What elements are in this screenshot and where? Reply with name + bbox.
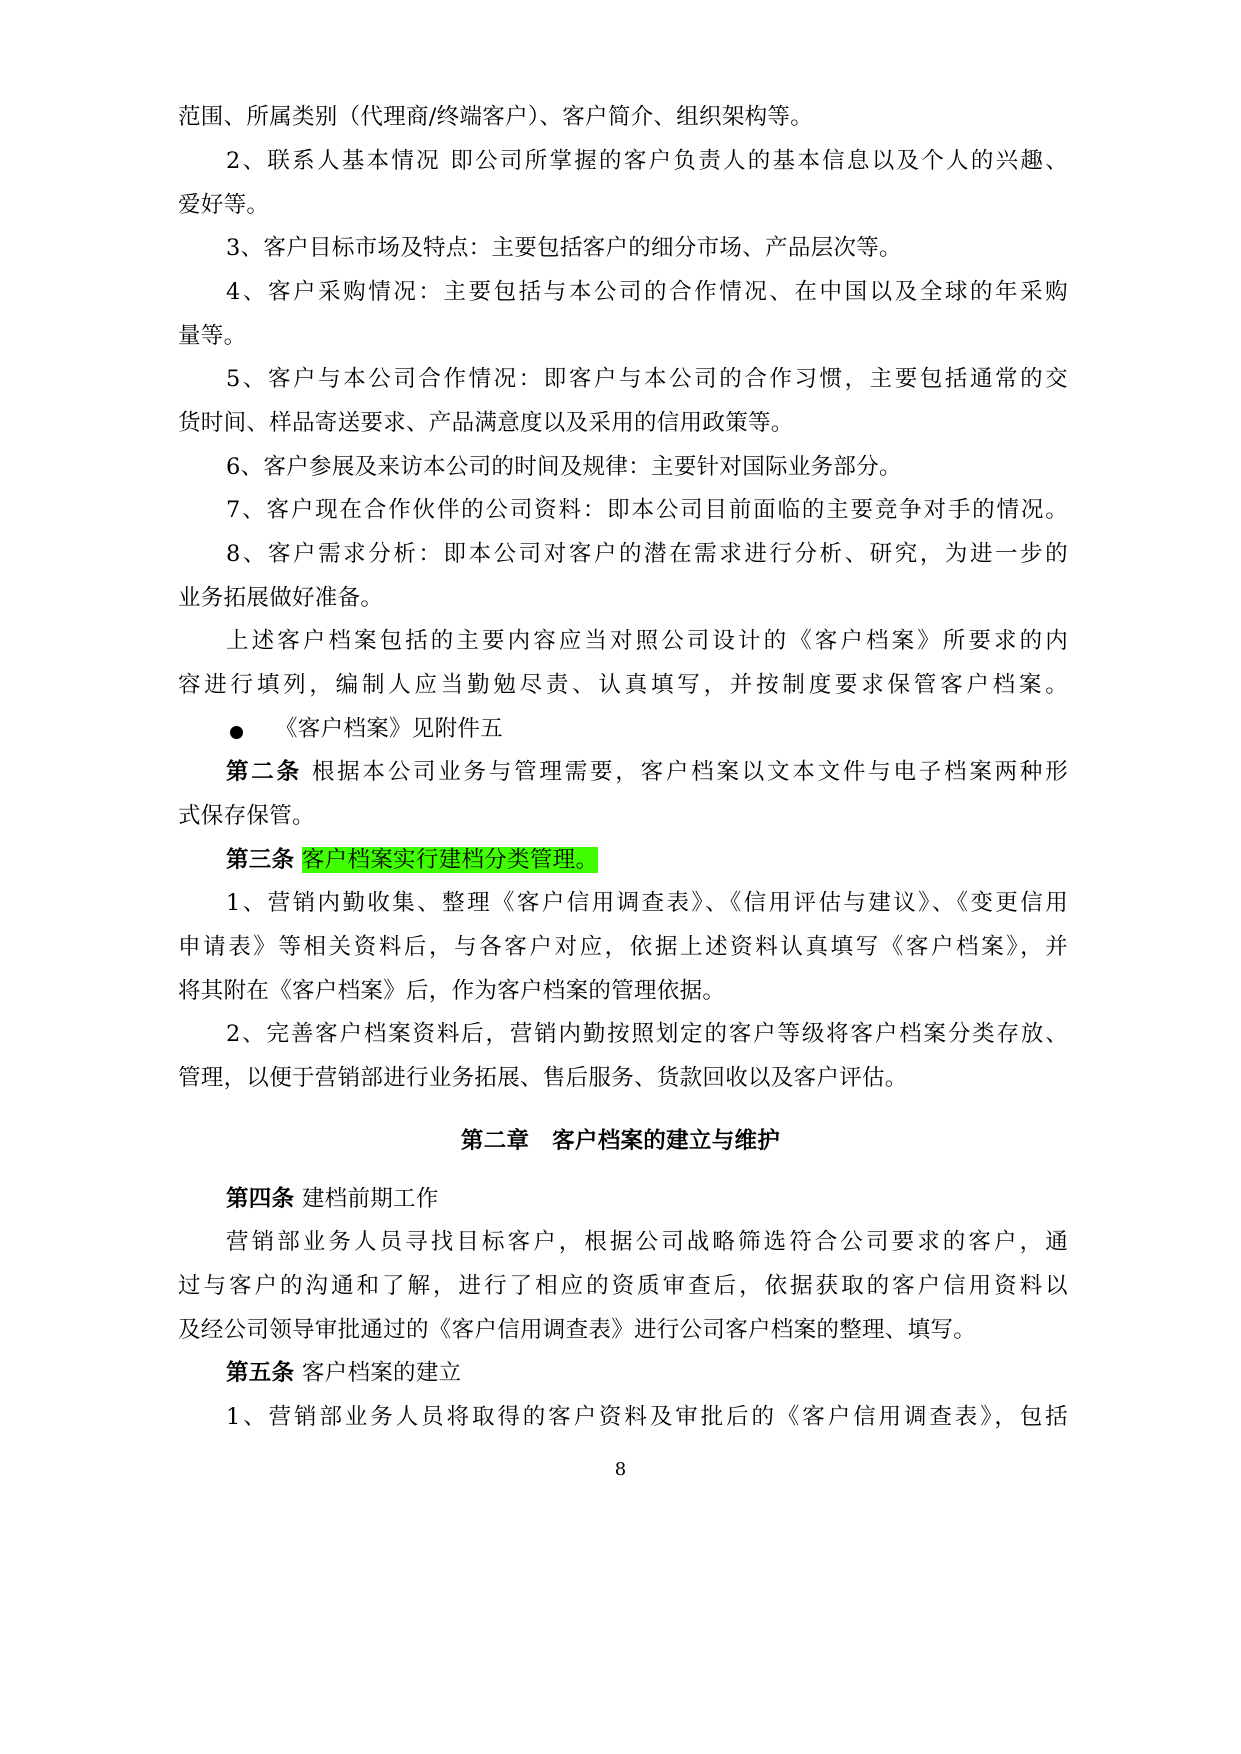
- text-line: 范围、所属类别（代理商/终端客户）、客户简介、组织架构等。: [178, 104, 814, 130]
- text-line: 5、客户与本公司合作情况：即客户与本公司的合作习惯，主要包括通常的交: [226, 366, 1068, 392]
- text-line: 上述客户档案包括的主要内容应当对照公司设计的《客户档案》所要求的内: [226, 628, 1068, 654]
- text-line: 7、客户现在合作伙伴的公司资料：即本公司目前面临的主要竞争对手的情况。: [226, 497, 1068, 523]
- article-2-line: [226, 756, 1068, 788]
- article-label: 第三条: [226, 847, 295, 873]
- article-text: 建档前期工作: [301, 1186, 439, 1212]
- text-line: 将其附在《客户档案》后，作为客户档案的管理依据。: [178, 978, 726, 1004]
- article-3-line: [226, 844, 1068, 876]
- article-text: 客户档案的建立: [301, 1360, 462, 1386]
- article-label: 第二条: [226, 759, 302, 785]
- page-number: 8: [614, 1459, 627, 1480]
- chapter-heading: 第二章 客户档案的建立与维护: [460, 1128, 781, 1154]
- bullet-icon: [230, 726, 243, 739]
- text-line: 2、完善客户档案资料后，营销内勤按照划定的客户等级将客户档案分类存放、: [226, 1021, 1068, 1047]
- text-line: 申请表》等相关资料后，与各客户对应，依据上述资料认真填写《客户档案》，并: [178, 934, 1068, 960]
- text-line: 容进行填列，编制人应当勤勉尽责、认真填写，并按制度要求保管客户档案。: [178, 672, 1068, 698]
- text-line: 1、营销部业务人员将取得的客户资料及审批后的《客户信用调查表》，包括: [226, 1404, 1068, 1430]
- text-line: 量等。: [178, 323, 247, 349]
- article-4-line: [226, 1183, 1068, 1215]
- text-line: 爱好等。: [178, 192, 270, 218]
- text-line: 8、客户需求分析：即本公司对客户的潜在需求进行分析、研究，为进一步的: [226, 541, 1068, 567]
- text-line: 2、联系人基本情况 即公司所掌握的客户负责人的基本信息以及个人的兴趣、: [226, 148, 1068, 174]
- text-line: 业务拓展做好准备。: [178, 585, 384, 611]
- highlighted-text: 客户档案实行建档分类管理。: [301, 847, 599, 873]
- article-5-line: [226, 1357, 1068, 1389]
- text-line: 过与客户的沟通和了解，进行了相应的资质审查后，依据获取的客户信用资料以: [178, 1273, 1068, 1299]
- text-line: 及经公司领导审批通过的《客户信用调查表》进行公司客户档案的整理、填写。: [178, 1317, 977, 1343]
- text-line: 式保存保管。: [178, 803, 315, 829]
- text-line: 6、客户参展及来访本公司的时间及规律：主要针对国际业务部分。: [226, 454, 902, 480]
- text-line: 4、客户采购情况：主要包括与本公司的合作情况、在中国以及全球的年采购: [226, 279, 1068, 305]
- article-label: 第四条: [226, 1186, 295, 1212]
- text-line: 管理，以便于营销部进行业务拓展、售后服务、货款回收以及客户评估。: [178, 1065, 908, 1091]
- article-text: 根据本公司业务与管理需要，客户档案以文本文件与电子档案两种形: [311, 759, 1068, 785]
- article-label: 第五条: [226, 1360, 295, 1386]
- text-line: 货时间、样品寄送要求、产品满意度以及采用的信用政策等。: [178, 410, 794, 436]
- text-line: 营销部业务人员寻找目标客户，根据公司战略筛选符合公司要求的客户，通: [226, 1229, 1068, 1255]
- text-line: 1、营销内勤收集、整理《客户信用调查表》、《信用评估与建议》、《变更信用: [226, 890, 1068, 916]
- bullet-item: 《客户档案》见附件五: [275, 716, 504, 742]
- text-line: 3、客户目标市场及特点：主要包括客户的细分市场、产品层次等。: [226, 235, 902, 261]
